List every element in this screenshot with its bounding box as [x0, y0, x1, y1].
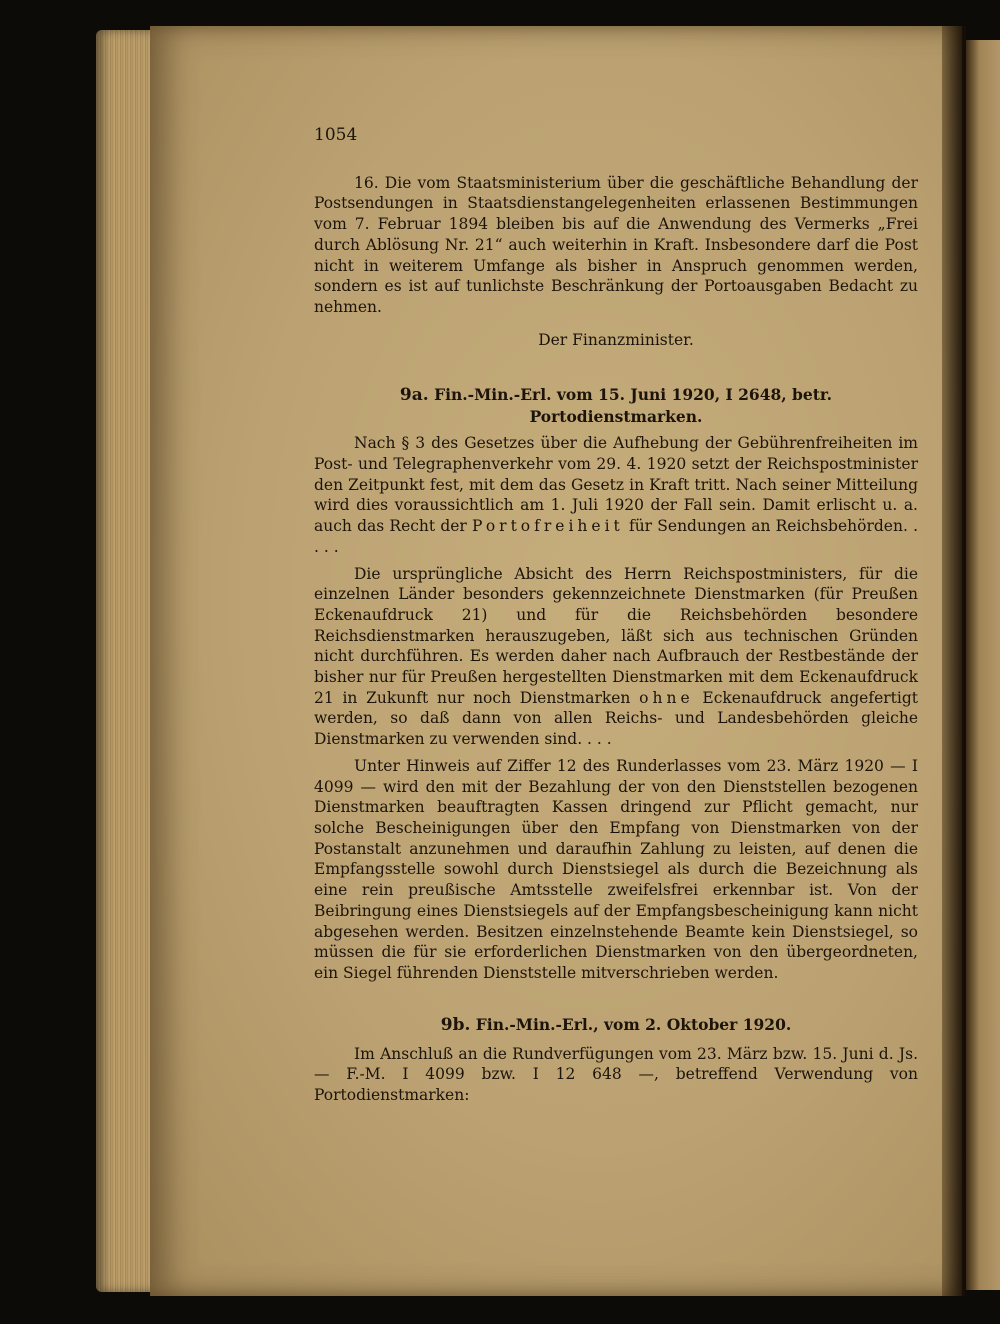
section-9a-paragraph-2 — [314, 564, 918, 750]
section-9a-p1-emphasis: Portofreiheit — [472, 517, 624, 536]
section-9b-heading — [314, 1014, 918, 1036]
section-9a-p2-emphasis: ohne — [639, 688, 694, 707]
section-9a-title: Fin.-Min.-Erl. vom 15. Juni 1920, I 2648, betr. Portodienstmarken. — [434, 385, 833, 427]
page-text — [314, 125, 918, 1106]
signature-finanzminister: Der Finanzminister. — [538, 330, 694, 349]
section-9a-paragraph-3: Unter Hinweis auf Ziffer 12 des Runderlasses vom 23. März 1920 — I 4099 — wird den mit der Bezahlung der von den Dienststellen bezogenen Dienstmarken beauftragten Kassen dringend zur Pflicht gemacht, nur solche Bescheinigungen über den Empfang von Dienstmarken von der Postanstalt anzunehmen und daraufhin Zahlung zu leisten, auf denen die Empfangsstelle sowohl durch Dienstsiegel als durch die Bezeichnung als eine rein preußische Amtsstelle zweifelsfrei erkennbar ist. Von der Beibringung eines Dienstsiegels auf der Empfangsbescheinigung kann nicht abgesehen werden. Besitzen einzelnstehende Beamte kein Dienstsiegel, so müssen die für sie erforderlichen Dienstmarken von den übergeordneten, ein Siegel führenden Dienststelle mitverschrieben werden. — [314, 756, 918, 982]
page-number: 1054 — [314, 125, 358, 145]
section-9a-number: 9a. — [399, 385, 429, 406]
paragraph-16: 16. Die vom Staatsministerium über die geschäftliche Behandlung der Postsendungen in Staatsdienstangelegenheiten erlassenen Bestimmungen vom 7. Februar 1894 bleiben bis auf die Anwendung des Vermerks „Frei durch Ablösung Nr. 21“ auch weiterhin in Kraft. Insbesondere darf die Post nicht in weiterem Umfange als bisher in Anspruch genommen werden, sondern es ist auf tunlichste Beschränkung der Portoausgaben Bedacht zu nehmen. — [314, 173, 918, 316]
book-gutter — [942, 26, 966, 1296]
section-9b-number: 9b. — [440, 1014, 471, 1035]
section-9b-title: Fin.-Min.-Erl., vom 2. Oktober 1920. — [475, 1014, 792, 1034]
section-9a-paragraph-1 — [314, 433, 918, 557]
section-9a-p1-text-a: Nach § 3 des Gesetzes über die Aufhebung der Gebührenfreiheiten im Post- und Telegraphenverkehr vom 29. 4. 1920 setzt der Reichspostminister den Zeitpunkt fest, mit dem das Gesetz in Kraft tritt. Nach seiner Mitteilung wird dies voraussichtlich am 1. Juli 1920 der Fall sein. Damit erlischt u. a. auch das Recht der — [314, 434, 918, 536]
facing-page-edge — [966, 40, 1000, 1290]
section-9b-paragraph-1: Im Anschluß an die Rundverfügungen vom 23. März bzw. 15. Juni d. Js. — F.-M. I 4099 bzw. I 12 648 —, betreffend Verwendung von Portodienstmarken: — [314, 1044, 918, 1105]
section-9a-p2-text-a: Die ursprüngliche Absicht des Herrn Reichspostministers, für die einzelnen Länder besonders gekennzeichnete Dienstmarken (für Preußen Eckenaufdruck 21) und für die Reichsbehörden besondere Reichsdienstmarken herauszugeben, läßt sich aus technischen Gründen nicht durchführen. Es werden daher nach Aufbrauch der Restbestände der bisher nur für Preußen hergestellten Dienstmarken mit dem Eckenaufdruck 21 in Zukunft nur noch Dienstmarken — [314, 564, 918, 707]
section-9a-heading — [314, 384, 918, 427]
section-9a-p1-text-b: für Sendungen an Reichsbehörden. . . . . — [314, 517, 918, 556]
section-9a-p2-text-b: Eckenaufdruck angefertigt werden, so daß dann von allen Reichs- und Landesbehörden gleiche Dienstmarken zu verwenden sind. . . . — [314, 688, 918, 749]
